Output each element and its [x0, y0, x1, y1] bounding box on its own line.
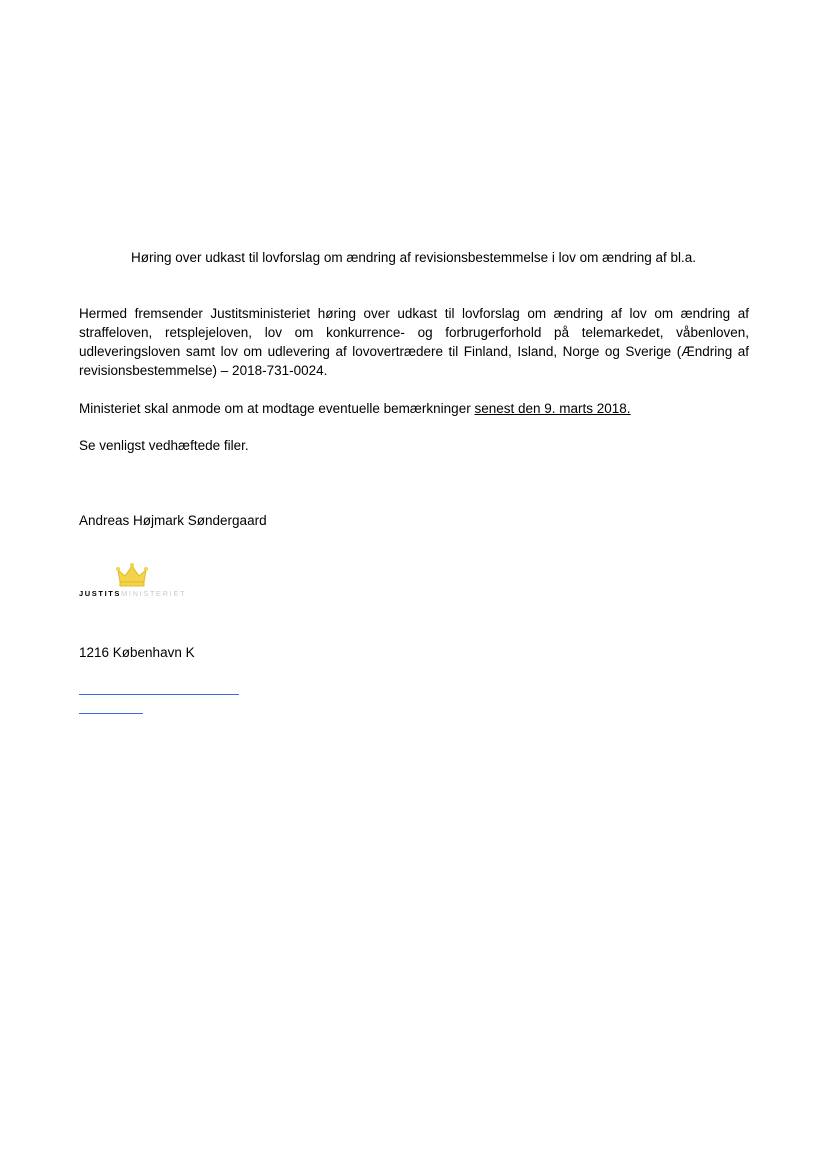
logo-wordmark [79, 589, 186, 599]
ministry-logo [79, 562, 199, 604]
body-paragraph-deadline [79, 399, 749, 418]
postal-address: 1216 København K [79, 645, 195, 660]
website-link[interactable] [79, 713, 143, 714]
body-paragraph-attachments: Se venligst vedhæftede filer. [79, 438, 249, 453]
crown-icon [115, 562, 149, 590]
deadline-date: senest den 9. marts 2018. [474, 401, 631, 416]
deadline-request-text: Ministeriet skal anmode om at modtage eventuelle bemærkninger [79, 401, 475, 416]
body-paragraph-hearing: Hermed fremsender Justitsministeriet høring over udkast til lovforslag om ændring af lov om ændring af straffeloven, retsplejeloven, lov om konkurrence- og forbrugerforhold på telemarkedet, våbenloven, udleveringsloven samt lov om udlevering af lovovertrædere til Finland, Island, Norge og Sverige (Ændring af revisionsbestemmelse) – 2018-731-0024. [79, 306, 749, 378]
logo-text-dark: JUSTITS [79, 589, 122, 598]
signer-name: Andreas Højmark Søndergaard [79, 513, 267, 528]
logo-text-light: MINISTERIET [121, 589, 187, 598]
email-link[interactable] [79, 694, 239, 695]
letter-subject: Høring over udkast til lovforslag om ændring af revisionsbestemmelse i lov om ændring af bl.a. [131, 250, 696, 265]
